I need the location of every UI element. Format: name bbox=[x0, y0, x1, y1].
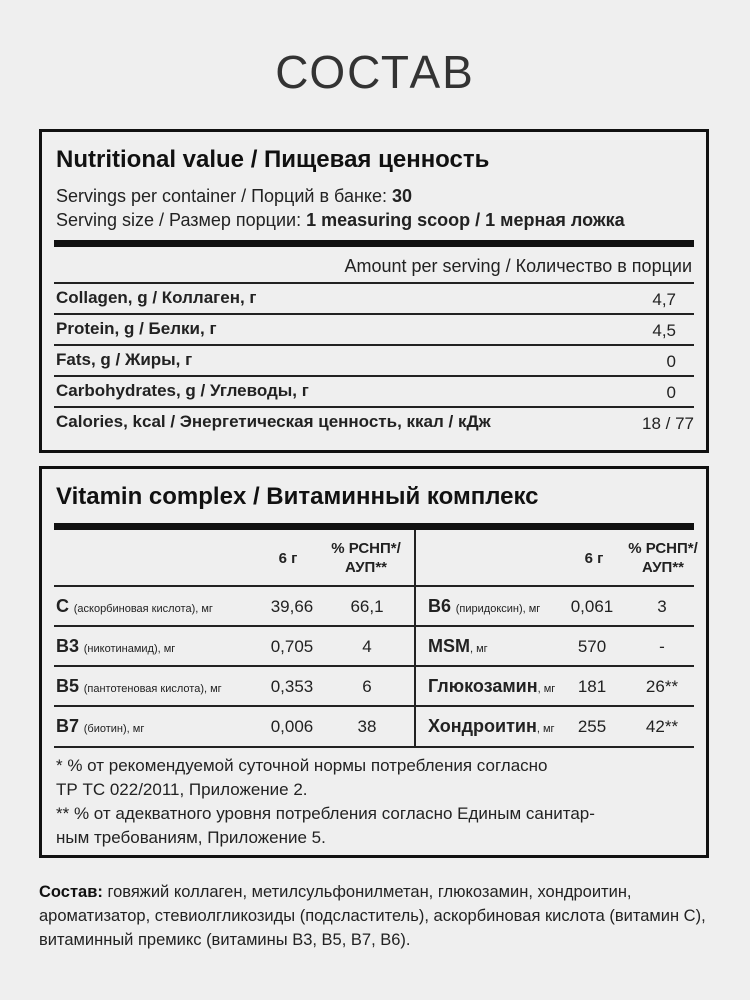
vitamin-b3-name: B3 (никотинамид), мг bbox=[56, 636, 176, 656]
footnote-2: ** % от адекватного уровня потребления согласно Единым санитар- ным требованиям, Приложение 5. bbox=[56, 804, 595, 847]
header-amount-left: 6 г bbox=[278, 550, 298, 567]
divider bbox=[54, 585, 694, 587]
divider bbox=[54, 625, 694, 627]
chondroitin-amount: 255 bbox=[577, 717, 607, 736]
vitamin-b7-amount: 0,006 bbox=[270, 717, 314, 736]
vitamin-heading: Vitamin complex / Витаминный комплекс bbox=[56, 483, 539, 510]
msm-name: MSM, мг bbox=[428, 636, 488, 656]
footnote-1: * % от рекомендуемой суточной нормы потребления согласно ТР ТС 022/2011, Приложение 2. bbox=[56, 756, 548, 799]
servings-value: 30 bbox=[391, 186, 413, 206]
header-percent-left-1: % РСНП*/ bbox=[331, 540, 401, 557]
divider bbox=[54, 282, 694, 284]
vitamin-b7-name: B7 (биотин), мг bbox=[56, 716, 145, 736]
row-carbs-value: 0 bbox=[666, 383, 676, 402]
glucosamine-name: Глюкозамин, мг bbox=[428, 676, 556, 696]
vitamin-b5-percent: 6 bbox=[362, 677, 372, 696]
composition-label: Состав: bbox=[39, 883, 103, 901]
vitamin-panel bbox=[39, 466, 709, 858]
row-protein-value: 4,5 bbox=[652, 321, 676, 340]
page-title: СОСТАВ bbox=[275, 46, 475, 98]
vitamin-b6-percent: 3 bbox=[657, 597, 667, 616]
column-divider bbox=[414, 530, 416, 748]
row-calories-label: Calories, kcal / Энергетическая ценность, ккал / кДж bbox=[56, 412, 491, 431]
serving-size-label: Serving size / Размер порции: bbox=[56, 210, 307, 230]
vitamin-b3-percent: 4 bbox=[362, 637, 372, 656]
serving-size-line bbox=[56, 210, 625, 231]
divider bbox=[54, 406, 694, 408]
thick-divider bbox=[54, 240, 694, 247]
chondroitin-name: Хондроитин, мг bbox=[428, 716, 555, 736]
composition-text bbox=[39, 880, 719, 952]
glucosamine-percent: 26** bbox=[645, 677, 679, 696]
glucosamine-amount: 181 bbox=[577, 677, 607, 696]
msm-amount: 570 bbox=[577, 637, 607, 656]
vitamin-b5-amount: 0,353 bbox=[270, 677, 314, 696]
serving-size-value: 1 measuring scoop / 1 мерная ложка bbox=[306, 210, 625, 230]
divider bbox=[54, 746, 694, 748]
row-carbs-label: Carbohydrates, g / Углеводы, г bbox=[56, 381, 309, 400]
row-collagen-label: Collagen, g / Коллаген, г bbox=[56, 288, 257, 307]
vitamin-b7-percent: 38 bbox=[357, 717, 377, 736]
row-protein-label: Protein, g / Белки, г bbox=[56, 319, 217, 338]
row-collagen-value: 4,7 bbox=[652, 290, 676, 309]
divider bbox=[54, 375, 694, 377]
vitamin-b5-name: B5 (пантотеновая кислота), мг bbox=[56, 676, 222, 696]
msm-percent: - bbox=[659, 637, 665, 656]
nutrition-heading: Nutritional value / Пищевая ценность bbox=[56, 146, 490, 173]
vitamin-c-percent: 66,1 bbox=[350, 597, 384, 616]
vitamin-c-amount: 39,66 bbox=[270, 597, 314, 616]
divider bbox=[54, 313, 694, 315]
header-percent-left-2: АУП** bbox=[344, 559, 388, 576]
vitamin-b3-amount: 0,705 bbox=[270, 637, 314, 656]
composition-body: говяжий коллаген, метилсульфонилметан, глюкозамин, хондроитин, ароматизатор, стевиолгликозиды (подсластитель), аскорбиновая кислота (витамин С), витаминный премикс (витамины В3, В5, В7, В6). bbox=[39, 883, 706, 949]
row-fats-value: 0 bbox=[666, 352, 676, 371]
header-percent-right-2: АУП** bbox=[641, 559, 685, 576]
divider bbox=[54, 344, 694, 346]
thick-divider bbox=[54, 523, 694, 530]
divider bbox=[54, 705, 694, 707]
vitamin-c-name: C (аскорбиновая кислота), мг bbox=[56, 596, 213, 616]
divider bbox=[54, 665, 694, 667]
row-fats-label: Fats, g / Жиры, г bbox=[56, 350, 193, 369]
vitamin-b6-name: B6 (пиридоксин), мг bbox=[428, 596, 541, 616]
vitamin-b6-amount: 0,061 bbox=[570, 597, 614, 616]
nutrition-panel bbox=[39, 129, 709, 453]
amount-header: Amount per serving / Количество в порции bbox=[344, 256, 692, 276]
row-calories-value: 18 / 77 bbox=[642, 414, 694, 433]
header-amount-right: 6 г bbox=[584, 550, 604, 567]
servings-line bbox=[56, 186, 412, 207]
servings-label: Servings per container / Порций в банке: bbox=[56, 186, 392, 206]
header-percent-right-1: % РСНП*/ bbox=[628, 540, 698, 557]
chondroitin-percent: 42** bbox=[645, 717, 679, 736]
